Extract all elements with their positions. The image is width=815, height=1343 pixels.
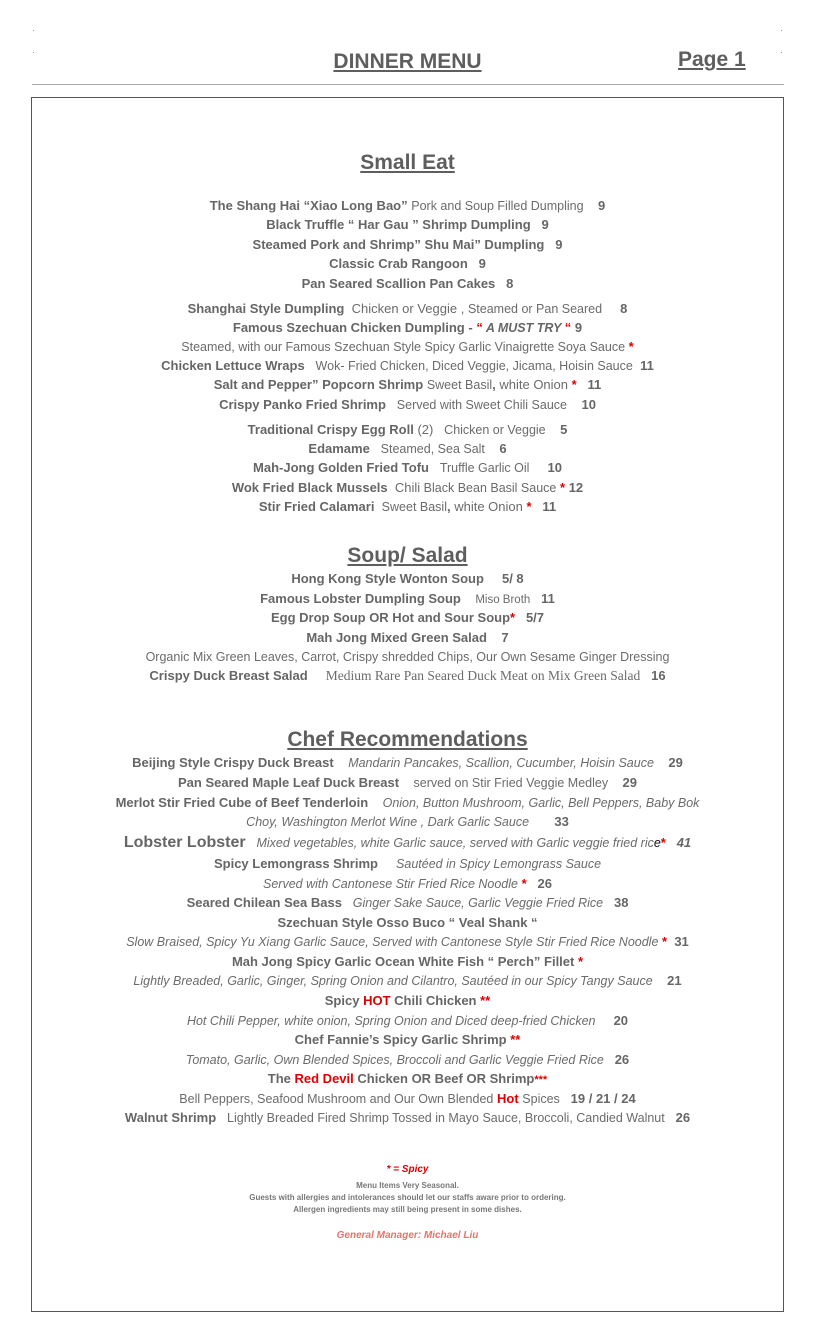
menu-item: Lobster Lobster Mixed vegetables, white Garlic sauce, served with Garlic veggie fried rice* 41 (123, 834, 692, 851)
footer-note: Guests with allergies and intolerances should let our staffs aware prior to ordering. (249, 1193, 566, 1202)
menu-item: Pan Seared Maple Leaf Duck Breast served on Stir Fried Veggie Medley 29 (177, 775, 637, 790)
menu-item: Szechuan Style Osso Buco “ Veal Shank “ (277, 915, 538, 930)
section-heading-soup-salad: Soup/ Salad (347, 544, 468, 567)
menu-item: Mah-Jong Golden Fried Tofu Truffle Garlic Oil 10 (253, 460, 562, 475)
menu-item-description: Lightly Breaded, Garlic, Ginger, Spring Onion and Cilantro, Sautéed in our Spicy Tangy Sauce 21 (133, 973, 682, 988)
menu-item: Beijing Style Crispy Duck Breast Mandarin Pancakes, Scallion, Cucumber, Hoisin Sauce 29 (132, 755, 683, 770)
footer-note: Allergen ingredients may still being present in some dishes. (293, 1205, 522, 1214)
menu-item: Hong Kong Style Wonton Soup 5/ 8 (291, 571, 524, 586)
menu-item-description: Hot Chili Pepper, white onion, Spring Onion and Diced deep-fried Chicken 20 (186, 1013, 629, 1028)
menu-item: Stir Fried Calamari Sweet Basil, white Onion * 11 (258, 499, 557, 514)
menu-item: Crispy Duck Breast Salad Medium Rare Pan Seared Duck Meat on Mix Green Salad 16 (149, 668, 666, 683)
menu-item: Chef Fannie’s Spicy Garlic Shrimp ** (294, 1032, 521, 1047)
menu-item-description: Served with Cantonese Stir Fried Rice Noodle * 26 (263, 876, 552, 891)
menu-item: Famous Lobster Dumpling Soup Miso Broth 11 (260, 591, 555, 606)
menu-item: Spicy HOT Chili Chicken ** (324, 993, 491, 1008)
menu-item: The Shang Hai “Xiao Long Bao” Pork and Soup Filled Dumpling 9 (209, 198, 606, 213)
menu-item: The Red Devil Chicken OR Beef OR Shrimp*** (267, 1071, 548, 1086)
menu-item: Classic Crab Rangoon 9 (329, 256, 486, 271)
menu-item: Spicy Lemongrass Shrimp Sautéed in Spicy Lemongrass Sauce (213, 856, 602, 871)
menu-item-description: Organic Mix Green Leaves, Carrot, Crispy shredded Chips, Our Own Sesame Ginger Dressing (145, 650, 670, 664)
menu-item: Seared Chilean Sea Bass Ginger Sake Sauce, Garlic Veggie Fried Rice 38 (186, 895, 629, 910)
menu-item-description: Choy, Washington Merlot Wine , Dark Garlic Sauce 33 (246, 814, 569, 829)
page-number: Page 1 (678, 48, 746, 71)
menu-item: Edamame Steamed, Sea Salt 6 (308, 441, 507, 456)
menu-item: Mah Jong Mixed Green Salad 7 (306, 630, 509, 645)
menu-item: Shanghai Style Dumpling Chicken or Veggie , Steamed or Pan Seared 8 (187, 301, 628, 316)
section-heading-small-eat: Small Eat (360, 151, 455, 174)
menu-item-description: Steamed, with our Famous Szechuan Style Spicy Garlic Vinaigrette Soya Sauce * (181, 339, 634, 354)
menu-item: Wok Fried Black Mussels Chili Black Bean Basil Sauce * 12 (231, 480, 584, 495)
footer-note: Menu Items Very Seasonal. (356, 1181, 459, 1190)
menu-item-description: Bell Peppers, Seafood Mushroom and Our Own Blended Hot Spices 19 / 21 / 24 (179, 1091, 636, 1106)
general-manager: General Manager: Michael Liu (336, 1230, 479, 1241)
menu-item: Walnut Shrimp Lightly Breaded Fired Shrimp Tossed in Mayo Sauce, Broccoli, Candied Walnut 26 (124, 1110, 691, 1125)
menu-item: Traditional Crispy Egg Roll (2) Chicken or Veggie 5 (247, 422, 568, 437)
menu-item: Famous Szechuan Chicken Dumpling - “ A MUST TRY “ 9 (232, 320, 583, 335)
menu-item: Pan Seared Scallion Pan Cakes 8 (301, 276, 514, 291)
menu-item: Chicken Lettuce Wraps Wok- Fried Chicken, Diced Veggie, Jicama, Hoisin Sauce 11 (161, 358, 654, 373)
menu-item: Mah Jong Spicy Garlic Ocean White Fish “ Perch” Fillet * (231, 954, 584, 969)
header-divider (32, 84, 784, 85)
menu-item: Egg Drop Soup OR Hot and Sour Soup* 5/7 (270, 610, 545, 625)
menu-item: Salt and Pepper” Popcorn Shrimp Sweet Basil, white Onion * 11 (213, 377, 602, 392)
spicy-legend: * = Spicy (386, 1164, 429, 1175)
page-title: DINNER MENU (333, 50, 482, 73)
menu-item-description: Slow Braised, Spicy Yu Xiang Garlic Sauce, Served with Cantonese Style Stir Fried Rice Noodle * 31 (126, 934, 689, 949)
corner-mark (33, 30, 34, 31)
menu-item: Crispy Panko Fried Shrimp Served with Sweet Chili Sauce 10 (219, 397, 596, 412)
corner-mark (781, 30, 782, 31)
menu-item: Black Truffle “ Har Gau ” Shrimp Dumpling 9 (266, 217, 549, 232)
menu-item: Steamed Pork and Shrimp” Shu Mai” Dumpling 9 (252, 237, 563, 252)
menu-item: Merlot Stir Fried Cube of Beef Tenderloin Onion, Button Mushroom, Garlic, Bell Peppers, Baby Bok (115, 795, 700, 810)
menu-item-description: Tomato, Garlic, Own Blended Spices, Broccoli and Garlic Veggie Fried Rice 26 (185, 1052, 630, 1067)
section-heading-chef-recommendations: Chef Recommendations (287, 728, 528, 751)
